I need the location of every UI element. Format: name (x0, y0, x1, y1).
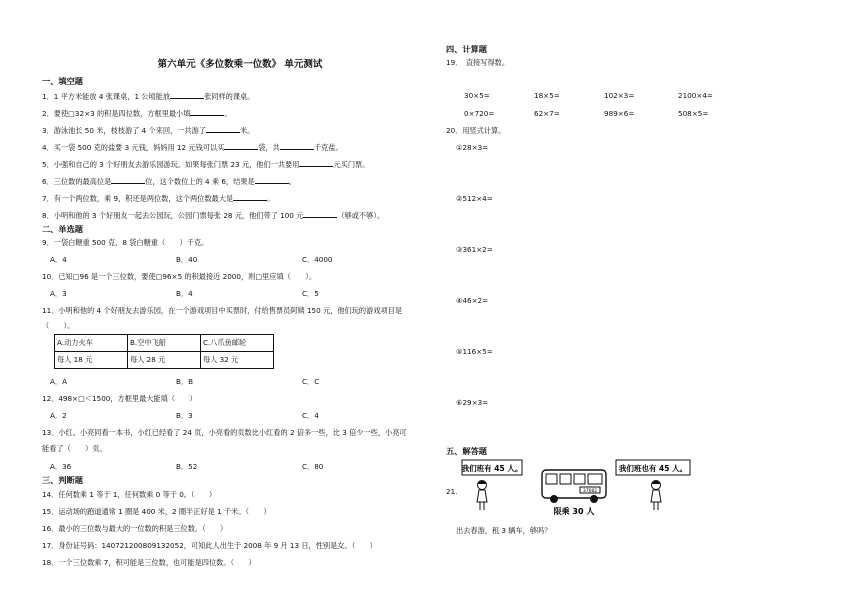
option-c[interactable]: C．80 (302, 462, 324, 471)
table-cell: 每人 28 元 (128, 352, 201, 369)
bubble-right-text: 我们班也有 45 人。 (618, 464, 688, 473)
section-fill-heading: 一、填空题 (42, 76, 83, 86)
student-girl-icon (651, 481, 661, 511)
oral-calc-item: 0×720= (464, 109, 495, 118)
question-13-line1: 13．小红、小亮同看一本书，小红已经看了 24 页，小亮看的页数比小红看的 2 倍多一些，比 3 倍少一些，小亮可 (42, 428, 407, 437)
oral-calc-item: 62×7= (534, 109, 560, 118)
answer-blank[interactable] (303, 210, 337, 218)
oral-calc-item: 18×5= (534, 91, 560, 100)
table-row (55, 335, 274, 352)
option-c[interactable]: C．4000 (302, 255, 333, 264)
question-20: 20．用竖式计算。 (446, 126, 506, 135)
vertical-calc-item: ②512×4= (456, 194, 493, 203)
table-cell: A.动力火车 (55, 335, 128, 352)
option-c[interactable]: C．C (302, 377, 320, 386)
question-4: 4．买一袋 500 克的盐要 3 元钱，妈妈用 12 元钱可以买 袋，共 千克盐。 (42, 143, 343, 152)
vertical-calc-item: ①28×3= (456, 143, 489, 152)
question-9: 9．一袋白糖重 500 克，8 袋白糖重（ ）千克。 (42, 238, 209, 247)
question-14: 14．任何数乘 1 等于 1，任何数乘 0 等于 0。（ ） (42, 490, 217, 499)
question-12: 12．498×□＜1500，方框里最大能填（ ） (42, 394, 197, 403)
question-6: 6．三位数的最高位是 位，这个数位上的 4 乘 6，结果是 。 (42, 177, 296, 186)
oral-calc-item: 508×5= (678, 109, 709, 118)
answer-blank[interactable] (280, 142, 314, 150)
question-8: 8．小明和他的 3 个好朋友一起去公园玩，公园门票每张 28 元，他们带了 100 元 （够或不够）。 (42, 211, 385, 220)
answer-blank[interactable] (233, 193, 267, 201)
question-10: 10．已知□96 是一个三位数，要使□96×5 的积最接近 2000，则□里应填（ ）。 (42, 272, 317, 281)
table-cell: B.空中飞船 (128, 335, 201, 352)
section-judge-heading: 三、判断题 (42, 475, 83, 485)
answer-blank[interactable] (111, 176, 145, 184)
question-18: 18．一个三位数乘 7，积可能是三位数，也可能是四位数。（ ） (42, 558, 256, 567)
table-cell: 每人 18 元 (55, 352, 128, 369)
option-b[interactable]: B．40 (176, 255, 198, 264)
student-girl-icon (477, 481, 487, 511)
option-a[interactable]: A．3 (50, 289, 67, 298)
price-table (54, 334, 274, 369)
table-cell: 每人 32 元 (201, 352, 274, 369)
option-b[interactable]: B．4 (176, 289, 193, 298)
option-b[interactable]: B．3 (176, 411, 193, 420)
bus-plate-text: 37682 (582, 489, 598, 494)
vertical-calc-item: ③361×2= (456, 245, 493, 254)
oral-calc-item: 989×6= (604, 109, 635, 118)
oral-calc-item: 2100×4= (678, 91, 713, 100)
oral-calc-item: 102×3= (604, 91, 635, 100)
option-a[interactable]: A．36 (50, 462, 72, 471)
answer-blank[interactable] (190, 108, 224, 116)
question-16: 16．最小的三位数与最大的一位数的积是三位数。（ ） (42, 524, 228, 533)
question-21-number: 21. (446, 487, 458, 496)
question-19: 19． 直接写得数。 (446, 58, 510, 67)
option-b[interactable]: B．B (176, 377, 194, 386)
table-row (55, 352, 274, 369)
question-1: 1．1 平方米能放 4 张课桌，1 公顷能放 张同样的课桌。 (42, 92, 255, 101)
question-11-line2: （ ）。 (42, 321, 75, 330)
question-2: 2．要使□32×3 的积是四位数，方框里最小填 。 (42, 109, 232, 118)
question-13-line2: 能看了（ ）页。 (42, 444, 107, 453)
question-17: 17．身份证号码：140721200809132052，可知此人出生于 2008 年 9 月 13 日，性别是女。（ ） (42, 541, 377, 550)
question-3: 3．游泳池长 50 米，枝枝游了 4 个来回，一共游了 米。 (42, 126, 255, 135)
question-15: 15．运动场的跑道通常 1 圈是 400 米，2 圈半正好是 1 千米。（ ） (42, 507, 271, 516)
vertical-calc-item: ④46×2= (456, 296, 489, 305)
vertical-calc-item: ⑥29×3= (456, 398, 489, 407)
option-b[interactable]: B．52 (176, 462, 198, 471)
table-cell: C.八爪鱼邮轮 (201, 335, 274, 352)
section-calc-heading: 四、计算题 (446, 44, 487, 54)
question-21-text: 出去春游，租 3 辆车，够吗？ (456, 526, 552, 535)
option-c[interactable]: C．5 (302, 289, 319, 298)
question-5: 5．小强和自己的 3 个好朋友去游乐园游玩。如果每张门票 23 元，他们一共要用 元买门票。 (42, 160, 370, 169)
page-title: 第六单元《多位数乘一位数》 单元测试 (157, 59, 323, 70)
answer-blank[interactable] (299, 159, 333, 167)
question-11-line1: 11．小明和他的 4 个好朋友去游乐园，在一个游戏项目中买票时，付给售票员阿姨 150 元，他们玩的游戏项目是 (42, 306, 403, 315)
vertical-calc-item: ⑤116×5= (456, 347, 493, 356)
bubble-left-text: 我们班有 45 人。 (461, 464, 523, 473)
section-solve-heading: 五、解答题 (446, 446, 487, 456)
answer-blank[interactable] (170, 91, 204, 99)
section-single-heading: 二、单选题 (42, 224, 83, 234)
oral-calc-item: 30×5= (464, 91, 490, 100)
option-a[interactable]: A．4 (50, 255, 67, 264)
question-7: 7．有一个两位数，乘 9，积还是两位数，这个两位数最大是 。 (42, 194, 275, 203)
option-a[interactable]: A．A (50, 377, 68, 386)
answer-blank[interactable] (206, 125, 240, 133)
class-trip-illustration (456, 458, 706, 518)
answer-blank[interactable] (224, 142, 258, 150)
bus-capacity-sign: 限乘 30 人 (553, 507, 595, 516)
bus-icon (542, 470, 606, 503)
option-a[interactable]: A．2 (50, 411, 67, 420)
option-c[interactable]: C．4 (302, 411, 319, 420)
answer-blank[interactable] (255, 176, 289, 184)
